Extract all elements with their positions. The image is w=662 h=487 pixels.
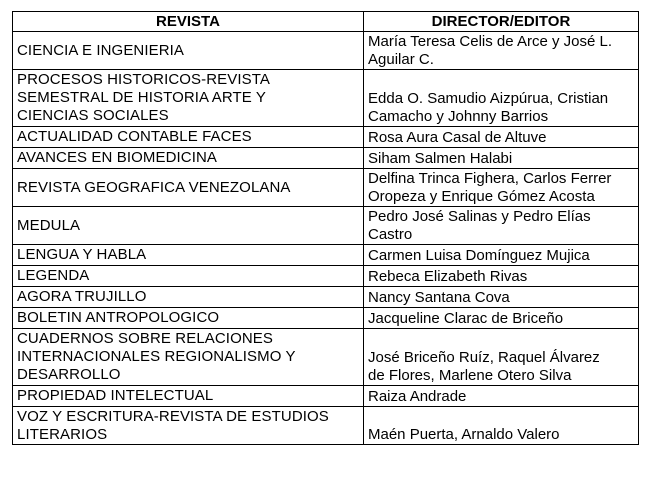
revista-cell [13,245,364,266]
revista-name: BOLETIN ANTROPOLOGICO [17,309,220,326]
revista-cell [13,386,364,407]
revista-name: LENGUA Y HABLA [17,246,147,263]
revista-name: CUADERNOS SOBRE RELACIONES INTERNACIONALES REGIONALISMO Y DESARROLLO [17,330,296,383]
director-name: Maén Puerta, Arnaldo Valero [368,426,560,443]
revista-name: PROCESOS HISTORICOS-REVISTA SEMESTRAL DE HISTORIA ARTE Y CIENCIAS SOCIALES [17,71,271,124]
table-row [13,148,639,169]
revista-name: MEDULA [17,216,81,234]
director-name: Pedro José Salinas y Pedro Elías Castro [368,208,591,243]
table-row [13,127,639,148]
table-row [13,386,639,407]
director-name: María Teresa Celis de Arce y José L. Aguilar C. [368,33,612,68]
revista-cell [13,287,364,308]
director-name: Rebeca Elizabeth Rivas [368,268,528,285]
director-name: Rosa Aura Casal de Altuve [368,129,547,146]
header-revista: REVISTA [13,12,364,32]
revista-name: CIENCIA E INGENIERIA [17,41,185,59]
director-name: Edda O. Samudio Aizpúrua, Cristian Camacho y Johnny Barrios [368,90,609,125]
director-cell [364,169,639,207]
table-row [13,287,639,308]
table-row [13,329,639,386]
revista-cell [13,169,364,207]
revista-name: ACTUALIDAD CONTABLE FACES [17,128,252,145]
table-row [13,266,639,287]
revista-cell [13,70,364,127]
director-name: Nancy Santana Cova [368,289,510,306]
director-name: José Briceño Ruíz, Raquel Álvarez de Flores, Marlene Otero Silva [368,349,600,384]
director-cell [364,386,639,407]
director-name: Raiza Andrade [368,388,467,405]
revista-name: VOZ Y ESCRITURA-REVISTA DE ESTUDIOS LITERARIOS [17,407,329,443]
table-row [13,245,639,266]
revista-name: PROPIEDAD INTELECTUAL [17,387,214,404]
table-row [13,32,639,70]
director-cell [364,32,639,70]
director-name: Jacqueline Clarac de Briceño [368,310,564,327]
director-name: Delfina Trinca Fighera, Carlos Ferrer Oropeza y Enrique Gómez Acosta [368,170,612,205]
revista-cell [13,207,364,245]
director-name: Siham Salmen Halabi [368,150,513,167]
director-cell [364,148,639,169]
director-name: Carmen Luisa Domínguez Mujica [368,247,590,264]
revista-cell [13,308,364,329]
header-director-editor: DIRECTOR/EDITOR [364,12,639,32]
table-row [13,169,639,207]
revista-cell [13,32,364,70]
director-cell [364,407,639,445]
revista-cell [13,329,364,386]
director-cell [364,70,639,127]
director-cell [364,308,639,329]
director-cell [364,266,639,287]
revista-cell [13,148,364,169]
revista-name: AVANCES EN BIOMEDICINA [17,149,218,166]
director-cell [364,207,639,245]
journals-table [12,11,639,445]
revista-name: AGORA TRUJILLO [17,288,147,305]
header-row [13,12,639,32]
revista-name: LEGENDA [17,267,90,284]
table-row [13,207,639,245]
director-cell [364,245,639,266]
director-cell [364,329,639,386]
table-row [13,70,639,127]
table-row [13,407,639,445]
revista-cell [13,127,364,148]
director-cell [364,127,639,148]
revista-cell [13,407,364,445]
director-cell [364,287,639,308]
table-row [13,308,639,329]
revista-name: REVISTA GEOGRAFICA VENEZOLANA [17,178,291,196]
revista-cell [13,266,364,287]
